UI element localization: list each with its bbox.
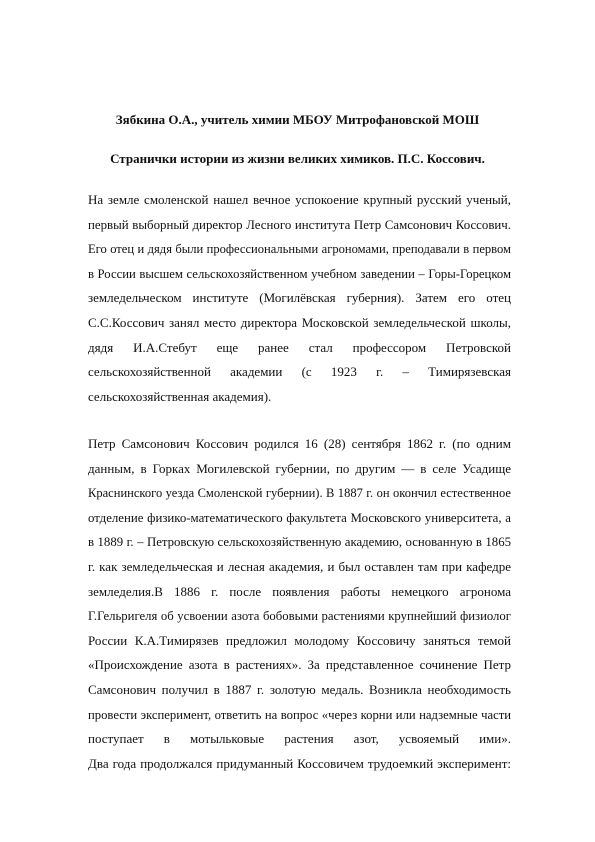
author-line: Зябкина О.А., учитель химии МБОУ Митрофановской МОШ [115, 112, 480, 127]
paragraph-line: дядя И.А.Стебут еще ранее стал профессором Петровской [88, 339, 511, 355]
paragraph-line: России К.А.Тимирязев предложил молодому Коссовичу заняться темой [88, 632, 511, 648]
paragraph-line: Его отец и дядя были профессиональными агрономами, преподавали в первом [88, 242, 511, 257]
paragraph-line: земледельческом институте (Могилёвская губерния). Затем его отец [88, 290, 511, 306]
paragraph-line: С.С.Коссович занял место директора Московской земледельческой школы, [88, 314, 511, 330]
paragraph-line: поступает в мотыльковые растения азот, усвояемый ими». [88, 731, 511, 747]
paragraph-line: сельскохозяйственной академии (с 1923 г. – Тимирязевская [88, 364, 511, 380]
paragraph-2 [88, 432, 511, 776]
paragraph-line: в 1889 г. – Петровскую сельскохозяйственную академию, основанную в 1865 [88, 535, 511, 550]
paragraph-line: «Происхождение азота в растениях». За представленное сочинение Петр [88, 657, 511, 673]
paragraph-line: отделение физико-математического факультета Московского университета, а [88, 510, 511, 525]
paragraph-line: Самсонович получил в 1887 г. золотую медаль. Возникла необходимость [88, 681, 511, 697]
paragraph-line: г. как земледельческая и лесная академия, и был оставлен там при кафедре [88, 558, 511, 574]
paragraph-line: Два года продолжался придуманный Коссовичем трудоемкий эксперимент: [88, 755, 511, 771]
paragraph-line: Краснинского уезда Смоленской губернии). В 1887 г. он окончил естественное [88, 486, 511, 501]
paragraph-line: Петр Самсонович Коссович родился 16 (28) сентября 1862 г. (по одним [88, 436, 511, 451]
paragraph-line: Г.Гельригеля об усвоении азота бобовыми растениями крупнейший физиолог [88, 609, 511, 624]
paragraph-line: в России высшем сельскохозяйственном учебном заведении – Горы-Горецком [88, 266, 511, 281]
paragraph-line: сельскохозяйственная академия). [88, 388, 272, 404]
paragraph-line: На земле смоленской нашел вечное успокоение крупный русский ученый, [88, 192, 511, 207]
paragraph-1 [88, 188, 511, 409]
paragraph-line: первый выборный директор Лесного института Петр Самсонович Коссович. [88, 217, 511, 232]
paragraph-line: провести эксперимент, ответить на вопрос «через корни или надземные части [88, 707, 511, 722]
paragraph-line: земледелия.В 1886 г. после появления работы немецкого агронома [88, 583, 511, 599]
paragraph-line: данным, в Горках Могилевской губернии, по другим — в селе Усадище [88, 460, 511, 476]
article-title: Странички истории из жизни великих химиков. П.С. Коссович. [110, 151, 485, 166]
